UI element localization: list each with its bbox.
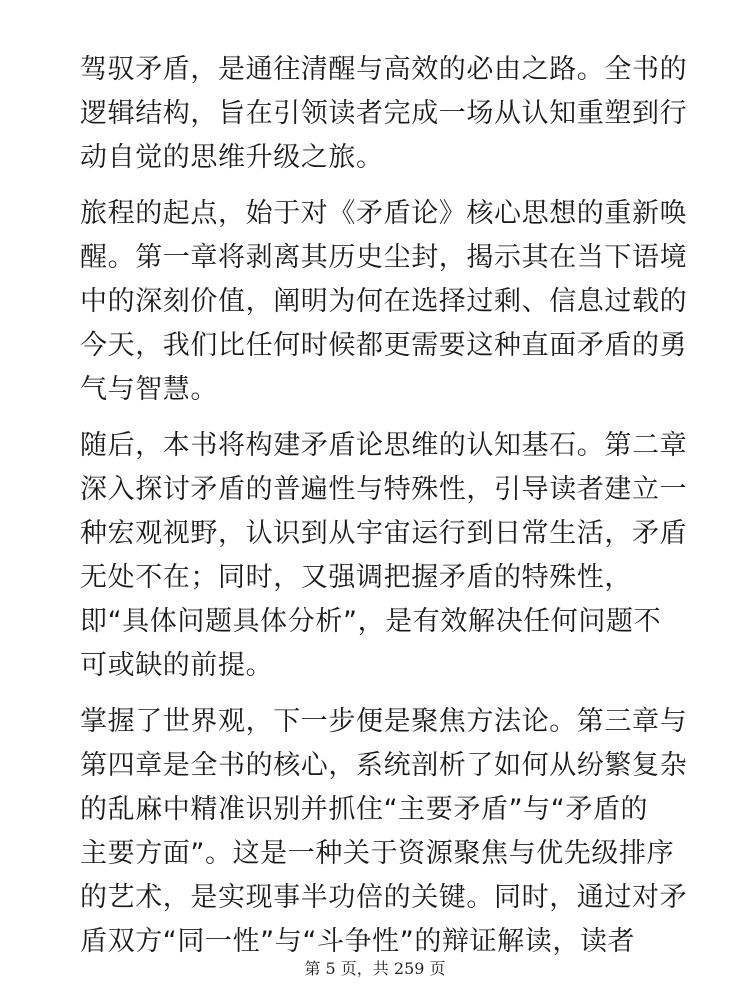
text-line: 主要方面”。这是一种关于资源聚焦与优先级排序 bbox=[80, 838, 675, 869]
paragraph-1 bbox=[80, 48, 688, 180]
text-line: 掌握了世界观，下一步便是聚焦方法论。第三章与 bbox=[80, 706, 688, 737]
text-line: 随后，本书将构建矛盾论思维的认知基石。第二章 bbox=[80, 430, 688, 461]
body-text bbox=[80, 48, 688, 976]
paragraph-3 bbox=[80, 424, 688, 688]
text-line: 的艺术，是实现事半功倍的关键。同时，通过对矛 bbox=[80, 882, 688, 913]
text-line: 盾双方“同一性”与“斗争性”的辩证解读，读者 bbox=[80, 926, 636, 957]
text-line: 的乱麻中精准识别并抓住“主要矛盾”与“矛盾的 bbox=[80, 794, 649, 825]
text-line: 今天，我们比任何时候都更需要这种直面矛盾的勇 bbox=[80, 330, 688, 361]
paragraph-4 bbox=[80, 700, 688, 964]
text-line: 无处不在；同时，又强调把握矛盾的特殊性， bbox=[80, 562, 632, 593]
text-line: 即“具体问题具体分析”，是有效解决任何问题不 bbox=[80, 606, 662, 637]
text-line: 醒。第一章将剥离其历史尘封，揭示其在当下语境 bbox=[80, 242, 688, 273]
text-line: 可或缺的前提。 bbox=[80, 650, 274, 681]
text-line: 逻辑结构，旨在引领读者完成一场从认知重塑到行 bbox=[80, 98, 688, 129]
paragraph-2 bbox=[80, 192, 688, 412]
text-line: 驾驭矛盾，是通往清醒与高效的必由之路。全书的 bbox=[80, 54, 688, 85]
text-line: 深入探讨矛盾的普遍性与特殊性，引导读者建立一 bbox=[80, 474, 688, 505]
text-line: 第四章是全书的核心，系统剖析了如何从纷繁复杂 bbox=[80, 750, 688, 781]
text-line: 动自觉的思维升级之旅。 bbox=[80, 142, 384, 173]
text-line: 中的深刻价值，阐明为何在选择过剩、信息过载的 bbox=[80, 286, 688, 317]
text-line: 气与智慧。 bbox=[80, 374, 218, 405]
text-line: 种宏观视野，认识到从宇宙运行到日常生活，矛盾 bbox=[80, 518, 688, 549]
page-number: 第 5 页，共 259 页 bbox=[304, 959, 446, 978]
text-line: 旅程的起点，始于对《矛盾论》核心思想的重新唤 bbox=[80, 198, 688, 229]
